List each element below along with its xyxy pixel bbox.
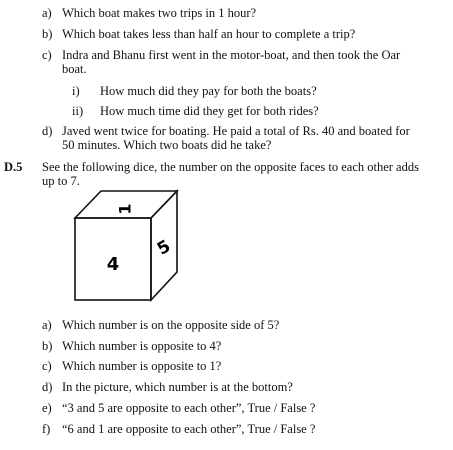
question-b-text: Which boat takes less than half an hour to complete a trip? bbox=[62, 27, 356, 41]
dice-front-number: 4 bbox=[106, 254, 120, 275]
subquestion-ii-label: ii) bbox=[72, 104, 84, 118]
question-c-text: Indra and Bhanu first went in the motor-boat, and then took the Oar bbox=[62, 48, 401, 62]
section-text: See the following dice, the number on the opposite faces to each other adds bbox=[42, 160, 419, 174]
question-b-label: b) bbox=[42, 27, 53, 41]
subquestion-i-text: How much did they pay for both the boats? bbox=[100, 84, 317, 98]
question-d-label: d) bbox=[42, 124, 53, 138]
dice-question-b-text: Which number is opposite to 4? bbox=[62, 339, 222, 353]
dice-top-number: 1 bbox=[115, 203, 135, 215]
subquestion-ii-text: How much time did they get for both rides? bbox=[100, 104, 319, 118]
dice-question-e-label: e) bbox=[42, 401, 52, 415]
subquestion-i-label: i) bbox=[72, 84, 80, 98]
section-number: D.5 bbox=[4, 160, 23, 174]
question-c-label: c) bbox=[42, 48, 52, 62]
dice-question-d-label: d) bbox=[42, 380, 53, 394]
dice-question-d-text: In the picture, which number is at the bottom? bbox=[62, 380, 293, 394]
dice-question-a-text: Which number is on the opposite side of 5? bbox=[62, 318, 280, 332]
question-d-text: Javed went twice for boating. He paid a total of Rs. 40 and boated for bbox=[62, 124, 410, 138]
dice-question-f-text: “6 and 1 are opposite to each other”, True / False ? bbox=[62, 422, 316, 436]
dice-question-f-label: f) bbox=[42, 422, 51, 436]
question-c-text-cont: boat. bbox=[62, 62, 87, 76]
dice-question-a-label: a) bbox=[42, 318, 52, 332]
question-a-text: Which boat makes two trips in 1 hour? bbox=[62, 6, 257, 20]
dice-question-e-text: “3 and 5 are opposite to each other”, True / False ? bbox=[62, 401, 316, 415]
question-a-label: a) bbox=[42, 6, 52, 20]
dice-question-b-label: b) bbox=[42, 339, 53, 353]
dice-question-c-text: Which number is opposite to 1? bbox=[62, 359, 222, 373]
dice-side-number: 5 bbox=[153, 236, 175, 260]
section-text-cont: up to 7. bbox=[42, 174, 80, 188]
question-d-text-cont: 50 minutes. Which two boats did he take? bbox=[62, 138, 272, 152]
dice-question-c-label: c) bbox=[42, 359, 52, 373]
